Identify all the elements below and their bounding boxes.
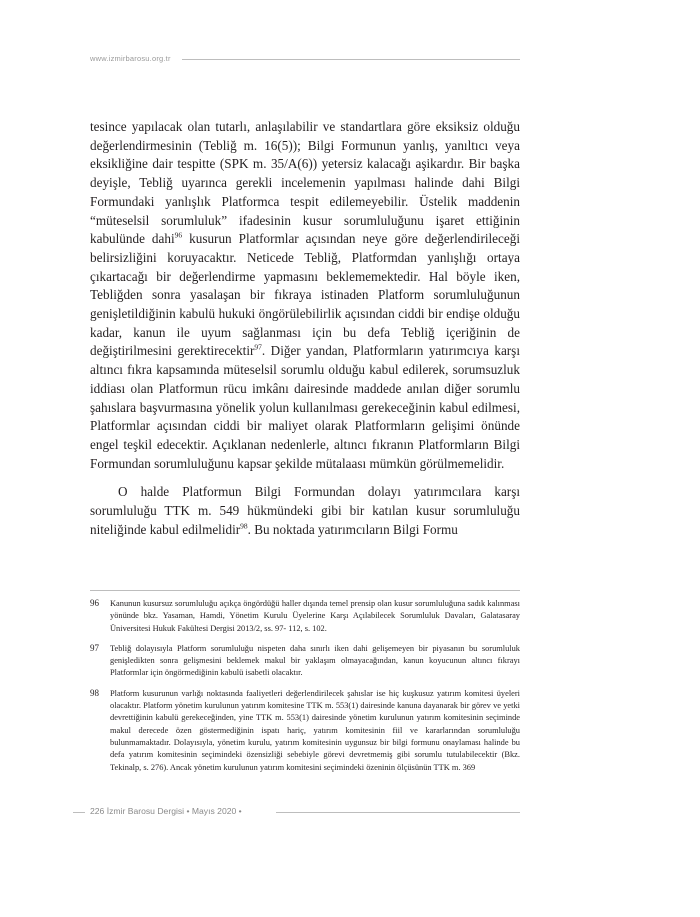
paragraph-1-part-3: . Diğer yandan, Platformların yatırımcıya karşı altıncı fıkra kapsamında müteselsil sorumlu olduğu kabul edilerek, sorumsuzluk iddiası olan Platformun rücu imkânı dairesinde maddede anılan diğer sorumlu şahıslara başvurmasına yönelik yolun kullanılması gerekeceğinin kabul edilmesi, Platformlar açısından ciddi bir maliyet olarak Platformların gelişimi önünde engel teşkil edecektir. Açıklanan nedenlerle, altıncı fıkranın Platformların Bilgi Formundan sorumluluğunu kapsar şekilde mütalaası mümkün görülmemelidir. (90, 343, 520, 471)
footnote-number: 98 (90, 687, 99, 698)
header-rule (182, 59, 520, 60)
footnote-ref-96[interactable]: 96 (174, 230, 183, 240)
footnotes (90, 598, 520, 782)
paragraph-1 (90, 118, 520, 473)
footnote-98 (90, 688, 520, 774)
footnote-text: Tebliğ dolayısıyla Platform sorumluluğu nispeten daha sınırlı iken dahi gelişemeyen bir piyasanın bu sorumluluk genişledikten sonra gelişmesini beklemek makul bir yaklaşım olmayacağından, kanun koyucunun altıncı fıkrayı Platformlar için öngörmediğinin kabulü isabetli olacaktır. (110, 643, 520, 678)
body-text (90, 118, 520, 539)
footnote-ref-97[interactable]: 97 (254, 343, 262, 353)
paragraph-2 (90, 483, 520, 539)
footnote-number: 97 (90, 642, 99, 653)
paragraph-2-part-2: . Bu noktada yatırımcıların Bilgi Formu (247, 521, 458, 537)
footnote-number: 96 (90, 598, 99, 608)
footer: 226 İzmir Barosu Dergisi • Mayıs 2020 • (90, 806, 242, 816)
footer-rule-left (73, 812, 85, 813)
header-url: www.izmirbarosu.org.tr (90, 54, 171, 63)
paragraph-1-part-1: tesince yapılacak olan tutarlı, anlaşılabilir ve standartlara göre eksiksiz olduğu değerlendirmesinin (Tebliğ m. 16(5)); Bilgi Formunun yanlış, yanıltıcı veya eksikliğine dair tespitte (SPK m. 35/A(6)) yetersiz kalacağı aşikardır. Bir başka deyişle, Tebliğ uyarınca gerekli incelemenin yapılması halinde dahi Bilgi Formundaki yanlışlık Platformca tespit edilemeyebilir. Üstelik maddenin “müteselsil sorumluluk” ifadesinin kusur sorumluluğunu işaret ettiğinin kabulünde dahi (90, 119, 520, 247)
footnote-text: Kanunun kusursuz sorumluluğu açıkça öngördüğü haller dışında temel prensip olan kusur sorumluluğuna sadık kalınması yönünde bkz. Yasaman, Hamdi, Yönetim Kurulu Üyelerine Karşı Açılabilecek Sorumluluk Davaları, Galatasaray Üniversitesi Hukuk Fakültesi Dergisi 2013/2, ss. 97- 112, s. 102. (110, 599, 520, 633)
paragraph-1-part-2: kusurun Platformlar açısından neye göre değerlendirileceği belirsizliğini koruyacaktır. Neticede Tebliğ, Platformdan yanlışlığı ortaya çıkartacağı bir değerlendirme yapmasını beklememektedir. Hal böyle iken, Tebliğden sonra yasalaşan bir fıkraya istinaden Platform sorumluluğunun genişletildiğinin kabulü hukuki öngörülebilirlik açısından ciddi bir endişe olduğu kadar, kanun ile uyum sağlanması için bu defa Tebliğ içeriğinin de değiştirilmesini gerektirecektir (90, 231, 520, 359)
footnote-ref-98[interactable]: 98 (240, 521, 248, 531)
footnote-separator (90, 590, 520, 591)
footnote-text: Platform kusurunun varlığı noktasında faaliyetleri değerlendirilecek şahıslar ise hiç kuşkusuz yatırım komitesi üyeleri olacaktır. Platform yönetim kurulunun yatırım komitesine TTK m. 553(1) dairesinde kanuna dayanarak bir görev ve yetki devrettiğinin kabulü gerekeceğinden, yine TTK m. 553(1) dairesinde yönetim kurulunun yatırım komitesinin seçiminde makul derecede özen göstermediğinin ispatı hariç, yatırım komitesinin fiil ve kararlarından sorumluluğu bulunmamaktadır. Dolayısıyla, yönetim kurulu, yatırım komitesinin uygunsuz bir bilgi formunu onaylaması halinde bu defa yatırım komitesinin seçimindeki özensizliği sebebiyle görevi devretmemiş gibi sorumlu tutulabilecektir (Bkz. Tekinalp, s. 276). Ancak yönetim kurulunun yatırım komitesini seçimindeki özeninin ölçüsünün TTK m. 369 (110, 688, 520, 772)
footnote-96 (90, 598, 520, 635)
footnote-97 (90, 643, 520, 680)
footer-rule (276, 812, 520, 813)
paragraph-2-part-1: O halde Platformun Bilgi Formundan dolayı yatırımcılara karşı sorumluluğu TTK m. 549 hükmündeki gibi bir katılan kusur sorumluluğu niteliğinde kabul edilmelidir (90, 484, 520, 537)
